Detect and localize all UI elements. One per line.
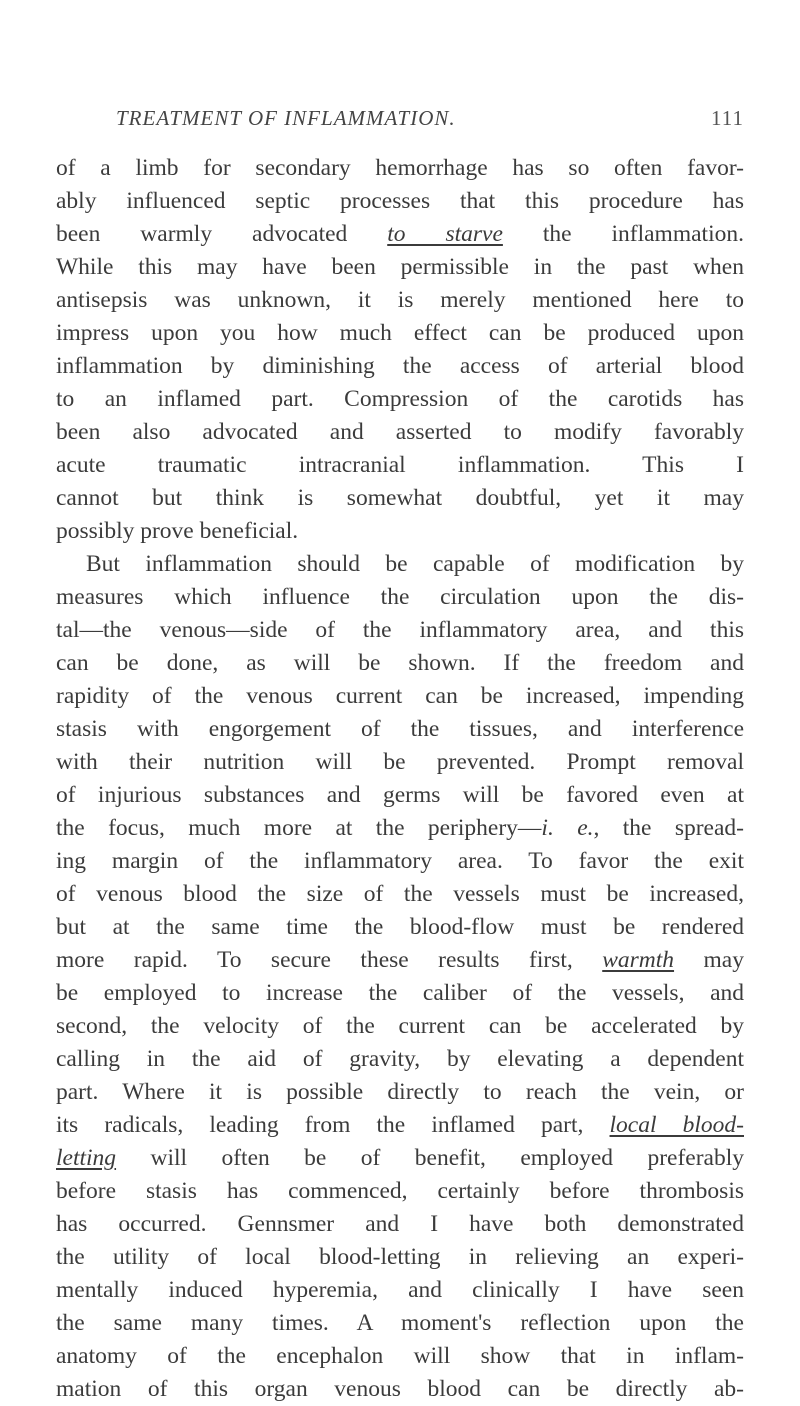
- emphasis-text: to starve: [387, 221, 503, 247]
- text-segment: second, the velocity of the current can be accelerated by: [56, 1013, 744, 1039]
- text-segment: of injurious substances and germs will be favored even at: [56, 782, 744, 808]
- text-segment: ably influenced septic processes that this procedure has: [56, 188, 744, 214]
- running-head: TREATMENT OF INFLAMMATION.: [116, 106, 456, 130]
- text-line: [56, 1241, 744, 1274]
- text-line: [56, 1043, 744, 1076]
- text-line: [56, 284, 744, 317]
- text-line: [56, 1373, 744, 1406]
- text-line: [56, 944, 744, 977]
- emphasis-text: local blood-: [609, 1112, 744, 1138]
- text-line: [56, 152, 744, 185]
- text-segment: more rapid. To secure these results first,: [56, 947, 603, 973]
- text-line: [56, 317, 744, 350]
- text-segment: , the spread-: [593, 815, 744, 841]
- text-segment: before stasis has commenced, certainly before thrombosis: [56, 1178, 744, 1204]
- text-line: [56, 878, 744, 911]
- text-line: [56, 614, 744, 647]
- text-segment: can be done, as will be shown. If the freedom and: [56, 650, 744, 676]
- text-segment: calling in the aid of gravity, by elevating a dependent: [56, 1046, 744, 1072]
- text-segment: has occurred. Gennsmer and I have both demonstrated: [56, 1211, 744, 1237]
- page-number: 111: [711, 106, 744, 130]
- text-line: [56, 845, 744, 878]
- page-header: [116, 106, 744, 138]
- text-segment: possibly prove beneficial.: [56, 518, 299, 544]
- text-line: [56, 1340, 744, 1373]
- text-line: [56, 1010, 744, 1043]
- text-line: [56, 383, 744, 416]
- text-segment: antisepsis was unknown, it is merely mentioned here to: [56, 287, 744, 313]
- text-segment: While this may have been permissible in the past when: [56, 254, 744, 280]
- text-line: [56, 812, 744, 845]
- text-line: [56, 680, 744, 713]
- text-line: [56, 1307, 744, 1340]
- text-segment: been also advocated and asserted to modify favorably: [56, 419, 744, 445]
- emphasis-text: i. e.: [541, 815, 594, 841]
- text-line: [56, 581, 744, 614]
- text-line: [56, 548, 744, 581]
- body-text: [56, 152, 744, 1406]
- text-segment: impress upon you how much effect can be produced upon: [56, 320, 744, 346]
- text-segment: the same many times. A moment's reflection upon the: [56, 1310, 744, 1336]
- text-segment: be employed to increase the caliber of the vessels, and: [56, 980, 744, 1006]
- text-segment: of a limb for secondary hemorrhage has so often favor-: [56, 155, 744, 181]
- text-line: [56, 1175, 744, 1208]
- text-segment: ing margin of the inflammatory area. To favor the exit: [56, 848, 744, 874]
- text-segment: mation of this organ venous blood can be directly ab-: [56, 1376, 744, 1402]
- text-line: [56, 515, 744, 548]
- text-segment: stasis with engorgement of the tissues, and interference: [56, 716, 744, 742]
- text-line: [56, 746, 744, 779]
- text-line: [56, 185, 744, 218]
- text-line: [56, 1109, 744, 1142]
- text-segment: but at the same time the blood-flow must be rendered: [56, 914, 744, 940]
- text-segment: the utility of local blood-letting in relieving an experi-: [56, 1244, 744, 1270]
- text-line: [56, 251, 744, 284]
- text-segment: acute traumatic intracranial inflammation. This I: [56, 452, 744, 478]
- text-segment: cannot but think is somewhat doubtful, yet it may: [56, 485, 744, 511]
- text-segment: its radicals, leading from the inflamed part,: [56, 1112, 610, 1138]
- text-line: [56, 1076, 744, 1109]
- text-segment: of venous blood the size of the vessels must be increased,: [56, 881, 744, 907]
- text-line: [56, 647, 744, 680]
- text-line: [56, 1274, 744, 1307]
- text-segment: measures which influence the circulation upon the dis-: [56, 584, 744, 610]
- text-segment: tal—the venous—side of the inflammatory area, and this: [56, 617, 744, 643]
- text-segment: rapidity of the venous current can be increased, impending: [56, 683, 744, 709]
- text-segment: with their nutrition will be prevented. Prompt removal: [56, 749, 744, 775]
- text-line: [56, 449, 744, 482]
- text-line: [56, 779, 744, 812]
- text-line: [56, 1208, 744, 1241]
- text-segment: been warmly advocated: [56, 221, 388, 247]
- text-segment: part. Where it is possible directly to reach the vein, or: [56, 1079, 744, 1105]
- text-line: [56, 911, 744, 944]
- text-line: [56, 977, 744, 1010]
- text-segment: the inflammation.: [502, 221, 744, 247]
- text-line: [56, 350, 744, 383]
- text-segment: will often be of benefit, employed preferably: [116, 1145, 744, 1171]
- text-segment: But inflammation should be capable of modification by: [86, 551, 744, 577]
- text-segment: anatomy of the encephalon will show that in inflam-: [56, 1343, 744, 1369]
- text-segment: inflammation by diminishing the access of arterial blood: [56, 353, 744, 379]
- emphasis-text: letting: [56, 1145, 117, 1171]
- text-line: [56, 1142, 744, 1175]
- text-segment: may: [674, 947, 744, 973]
- text-line: [56, 416, 744, 449]
- text-segment: the focus, much more at the periphery—: [56, 815, 542, 841]
- text-line: [56, 713, 744, 746]
- text-segment: to an inflamed part. Compression of the carotids has: [56, 386, 744, 412]
- text-line: [56, 482, 744, 515]
- emphasis-text: warmth: [602, 947, 675, 973]
- text-line: [56, 218, 744, 251]
- text-segment: mentally induced hyperemia, and clinically I have seen: [56, 1277, 744, 1303]
